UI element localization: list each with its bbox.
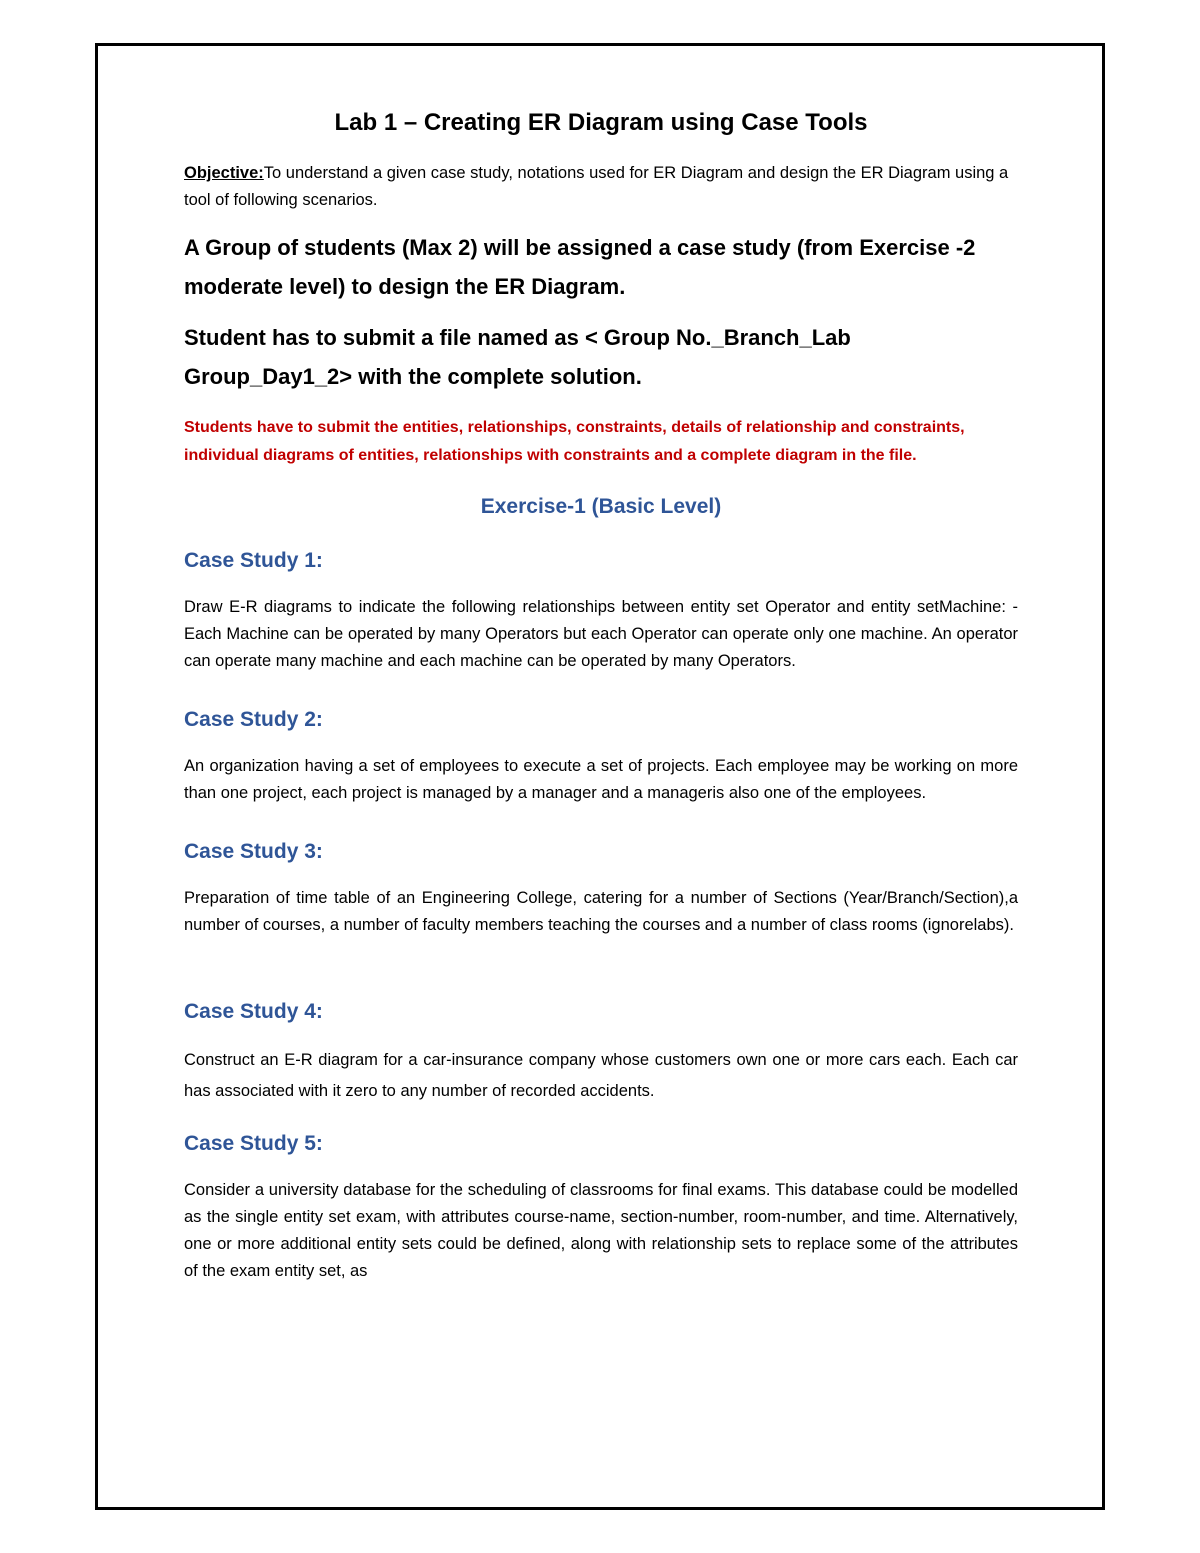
case-study-4-text: Construct an E-R diagram for a car-insurance company whose customers own one or more cars each. Each car has associated with it zero to any number of recorded accidents. [184,1051,1018,1100]
case-study-1-text: Draw E-R diagrams to indicate the following relationships between entity set Operator and entity setMachine: - Each Machine can be operated by many Operators but each Operator can operate only one machine. An operator can operate many machine and each machine can be operated by many Operators. [184,598,1018,670]
case-study-2-heading: Case Study 2: [184,708,323,731]
objective-paragraph [184,160,1018,214]
exercise-heading: Exercise-1 (Basic Level) [480,495,722,518]
objective-label: Objective: [184,164,264,182]
assignment-paragraph-2: Student has to submit a file named as < Group No._Branch_Lab Group_Day1_2> with the complete solution. [184,325,851,389]
case-study-3-text: Preparation of time table of an Engineering College, catering for a number of Sections (Year/Branch/Section),a number of courses, a number of faculty members teaching the courses and a number of class rooms (ignorelabs). [184,889,1018,934]
page-title: Lab 1 – Creating ER Diagram using Case Tools [334,109,868,136]
document-body [184,106,1018,1315]
case-study-4-heading: Case Study 4: [184,1000,323,1023]
submission-note: Students have to submit the entities, relationships, constraints, details of relationship and constraints, individual diagrams of entities, relationships with constraints and a complete diagram in the file. [184,419,965,464]
case-study-5-heading: Case Study 5: [184,1132,323,1155]
case-study-3-heading: Case Study 3: [184,840,323,863]
case-study-2-text: An organization having a set of employees to execute a set of projects. Each employee may be working on more than one project, each project is managed by a manager and a manageris also one of the employees. [184,757,1018,802]
objective-text: To understand a given case study, notations used for ER Diagram and design the ER Diagram using a tool of following scenarios. [184,164,1009,209]
case-study-1-heading: Case Study 1: [184,549,323,572]
assignment-paragraph-1: A Group of students (Max 2) will be assigned a case study (from Exercise -2 moderate level) to design the ER Diagram. [184,235,976,299]
case-study-5-text: Consider a university database for the scheduling of classrooms for final exams. This database could be modelled as the single entity set exam, with attributes course-name, section-number, room-number, and time. Alternatively, one or more additional entity sets could be defined, along with relationship sets to replace some of the attributes of the exam entity set, as [184,1181,1018,1280]
